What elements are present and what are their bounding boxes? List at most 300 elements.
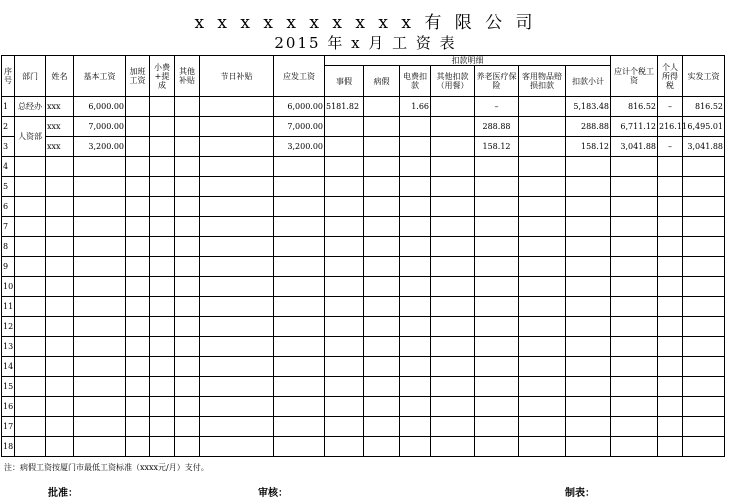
cell-other-allow [175,257,200,277]
cell-goods [519,417,566,437]
cell-goods [519,397,566,417]
cell-base [74,397,126,417]
cell-tips [150,97,175,117]
cell-seq: 17 [2,417,15,437]
cell-leave [325,437,364,457]
cell-taxable [611,437,658,457]
cell-dept [15,157,46,177]
header-deduct-group: 扣款明细 [325,56,611,66]
cell-name [46,337,74,357]
cell-leave [325,137,364,157]
cell-dept [15,337,46,357]
cell-tips [150,277,175,297]
cell-deduct-subtotal: 5,183.48 [566,97,611,117]
cell-sick [364,137,400,157]
cell-electric [400,257,431,277]
cell-dept: 总经办 [15,97,46,117]
cell-tax [658,177,683,197]
cell-sick [364,237,400,257]
cell-base [74,197,126,217]
cell-sick [364,377,400,397]
header-base: 基本工资 [74,56,126,97]
cell-tips [150,297,175,317]
cell-tips [150,237,175,257]
cell-tax [658,297,683,317]
cell-overtime [126,377,150,397]
cell-taxable [611,157,658,177]
cell-seq: 14 [2,357,15,377]
cell-leave [325,417,364,437]
cell-tax: – [658,97,683,117]
cell-dept [15,257,46,277]
cell-base [74,377,126,397]
cell-gross: 6,000.00 [274,97,325,117]
cell-other-deduct [431,417,475,437]
cell-deduct-subtotal [566,197,611,217]
cell-net: 3,041.88 [683,137,725,157]
cell-tips [150,157,175,177]
sheet-title: 2015 年 x 月 工 资 表 [274,34,457,52]
cell-other-deduct [431,117,475,137]
cell-goods [519,97,566,117]
cell-taxable [611,297,658,317]
cell-other-deduct [431,357,475,377]
header-overtime: 加班工资 [126,56,150,97]
cell-sick [364,417,400,437]
table-row [2,137,725,157]
cell-name [46,197,74,217]
cell-holiday [200,97,274,117]
cell-deduct-subtotal [566,337,611,357]
cell-pension [475,357,519,377]
cell-net [683,357,725,377]
cell-net [683,317,725,337]
cell-overtime [126,97,150,117]
cell-overtime [126,177,150,197]
cell-deduct-subtotal [566,177,611,197]
cell-pension: 158.12 [475,137,519,157]
cell-name: xxx [46,117,74,137]
cell-gross [274,197,325,217]
cell-other-allow [175,157,200,177]
cell-tax [658,197,683,217]
cell-overtime [126,357,150,377]
cell-gross [274,177,325,197]
cell-leave [325,197,364,217]
cell-holiday [200,157,274,177]
cell-electric [400,417,431,437]
cell-net: 816.52 [683,97,725,117]
cell-gross [274,397,325,417]
cell-other-deduct [431,237,475,257]
cell-electric [400,237,431,257]
cell-leave [325,177,364,197]
cell-base [74,217,126,237]
cell-overtime [126,277,150,297]
cell-name [46,417,74,437]
cell-overtime [126,437,150,457]
header-net: 实发工资 [683,56,725,97]
cell-deduct-subtotal [566,237,611,257]
cell-seq: 8 [2,237,15,257]
cell-deduct-subtotal [566,297,611,317]
cell-leave [325,297,364,317]
cell-other-deduct [431,437,475,457]
cell-base [74,277,126,297]
cell-tax: 216.11 [658,117,683,137]
cell-name [46,297,74,317]
cell-other-allow [175,217,200,237]
cell-deduct-subtotal [566,377,611,397]
table-row [2,397,725,417]
cell-holiday [200,357,274,377]
cell-gross [274,157,325,177]
cell-goods [519,137,566,157]
cell-overtime [126,217,150,237]
cell-taxable [611,357,658,377]
cell-base [74,417,126,437]
table-row [2,197,725,217]
cell-leave [325,257,364,277]
cell-electric [400,297,431,317]
cell-seq: 2 [2,117,15,137]
cell-taxable [611,237,658,257]
table-row [2,97,725,117]
header-deduct-subtotal: 扣款小计 [566,66,611,97]
table-row [2,157,725,177]
cell-other-deduct [431,217,475,237]
cell-name [46,317,74,337]
cell-deduct-subtotal: 288.88 [566,117,611,137]
review-label: 审核： [258,488,288,499]
cell-sick [364,277,400,297]
cell-other-allow [175,417,200,437]
cell-tax [658,357,683,377]
cell-tips [150,137,175,157]
cell-overtime [126,157,150,177]
cell-overtime [126,317,150,337]
cell-seq: 16 [2,397,15,417]
cell-name [46,177,74,197]
header-tax: 个人所得税 [658,56,683,97]
cell-goods [519,277,566,297]
cell-pension [475,337,519,357]
cell-goods [519,257,566,277]
cell-other-deduct [431,177,475,197]
cell-dept [15,417,46,437]
cell-holiday [200,257,274,277]
cell-leave [325,277,364,297]
cell-taxable [611,257,658,277]
header-gross: 应发工资 [274,56,325,97]
cell-name [46,397,74,417]
cell-net [683,397,725,417]
cell-dept [15,357,46,377]
cell-electric [400,337,431,357]
cell-goods [519,377,566,397]
cell-holiday [200,317,274,337]
cell-taxable [611,377,658,397]
cell-tips [150,397,175,417]
cell-sick [364,317,400,337]
table-row [2,437,725,457]
cell-dept [15,377,46,397]
cell-electric [400,377,431,397]
table-row [2,357,725,377]
cell-other-allow [175,297,200,317]
cell-taxable: 6,711.12 [611,117,658,137]
cell-gross [274,417,325,437]
cell-deduct-subtotal [566,317,611,337]
cell-pension [475,297,519,317]
cell-other-deduct [431,257,475,277]
cell-name [46,357,74,377]
cell-base [74,357,126,377]
cell-gross [274,377,325,397]
cell-tax [658,157,683,177]
cell-name [46,377,74,397]
cell-overtime [126,257,150,277]
cell-tax [658,257,683,277]
table-row [2,177,725,197]
cell-net [683,277,725,297]
cell-overtime [126,297,150,317]
cell-seq: 10 [2,277,15,297]
cell-overtime [126,397,150,417]
table-row [2,117,725,137]
cell-name: xxx [46,97,74,117]
cell-seq: 1 [2,97,15,117]
cell-tax [658,417,683,437]
cell-electric [400,197,431,217]
cell-overtime [126,417,150,437]
cell-pension [475,377,519,397]
cell-deduct-subtotal [566,277,611,297]
cell-other-allow [175,97,200,117]
cell-name [46,257,74,277]
cell-net [683,217,725,237]
company-title: x x x x x x x x x x 有 限 公 司 [194,13,537,33]
cell-electric: 1.66 [400,97,431,117]
cell-other-allow [175,137,200,157]
cell-other-allow [175,437,200,457]
cell-seq: 15 [2,377,15,397]
cell-sick [364,297,400,317]
cell-electric [400,317,431,337]
table-row [2,377,725,397]
cell-electric [400,357,431,377]
cell-gross [274,337,325,357]
header-other-allow: 其他补贴 [175,56,200,97]
cell-base [74,317,126,337]
cell-net [683,337,725,357]
cell-sick [364,117,400,137]
cell-base: 3,200.00 [74,137,126,157]
cell-goods [519,337,566,357]
cell-name [46,437,74,457]
cell-holiday [200,197,274,217]
cell-dept [15,317,46,337]
cell-holiday [200,237,274,257]
cell-deduct-subtotal [566,437,611,457]
cell-net [683,257,725,277]
cell-seq: 18 [2,437,15,457]
cell-sick [364,437,400,457]
cell-holiday [200,177,274,197]
cell-deduct-subtotal [566,257,611,277]
cell-sick [364,97,400,117]
cell-dept [15,217,46,237]
cell-pension: – [475,97,519,117]
cell-other-deduct [431,337,475,357]
cell-tax [658,317,683,337]
cell-base [74,257,126,277]
cell-deduct-subtotal [566,397,611,417]
cell-gross [274,357,325,377]
cell-leave [325,217,364,237]
cell-taxable [611,337,658,357]
cell-taxable [611,417,658,437]
cell-goods [519,197,566,217]
cell-dept [15,177,46,197]
cell-sick [364,397,400,417]
cell-tax [658,337,683,357]
cell-leave [325,317,364,337]
cell-goods [519,297,566,317]
cell-tips [150,437,175,457]
cell-goods [519,157,566,177]
cell-holiday [200,277,274,297]
cell-overtime [126,197,150,217]
cell-pension [475,277,519,297]
cell-gross [274,257,325,277]
cell-seq: 9 [2,257,15,277]
table-row [2,217,725,237]
cell-overtime [126,337,150,357]
cell-tips [150,357,175,377]
header-pension: 养老医疗保险 [475,66,519,97]
cell-tips [150,197,175,217]
cell-electric [400,137,431,157]
cell-seq: 12 [2,317,15,337]
header-tips: 小费+提成 [150,56,175,97]
footnote: 注：病假工资按厦门市最低工资标准（xxxx元/月）支付。 [4,463,209,472]
cell-deduct-subtotal [566,157,611,177]
cell-sick [364,157,400,177]
cell-holiday [200,337,274,357]
cell-leave [325,377,364,397]
cell-other-allow [175,117,200,137]
cell-dept [15,297,46,317]
cell-overtime [126,117,150,137]
approve-label: 批准： [48,488,78,499]
cell-overtime [126,137,150,157]
cell-deduct-subtotal: 158.12 [566,137,611,157]
cell-other-deduct [431,137,475,157]
cell-goods [519,237,566,257]
cell-base [74,437,126,457]
cell-base: 7,000.00 [74,117,126,137]
cell-base [74,297,126,317]
cell-tips [150,117,175,137]
cell-electric [400,397,431,417]
cell-holiday [200,397,274,417]
cell-other-allow [175,317,200,337]
cell-taxable [611,277,658,297]
cell-goods [519,217,566,237]
cell-other-allow [175,237,200,257]
cell-electric [400,277,431,297]
header-seq: 序号 [2,56,15,97]
cell-deduct-subtotal [566,217,611,237]
cell-dept [15,237,46,257]
cell-electric [400,437,431,457]
cell-leave [325,157,364,177]
cell-tips [150,217,175,237]
cell-base: 6,000.00 [74,97,126,117]
cell-other-allow [175,197,200,217]
header-taxable: 应计个税工资 [611,56,658,97]
cell-name [46,237,74,257]
cell-leave: 5181.82 [325,97,364,117]
cell-deduct-subtotal [566,357,611,377]
cell-gross [274,437,325,457]
cell-other-allow [175,337,200,357]
cell-name [46,217,74,237]
cell-gross [274,277,325,297]
cell-pension: 288.88 [475,117,519,137]
cell-other-deduct [431,317,475,337]
cell-gross [274,237,325,257]
cell-other-allow [175,377,200,397]
cell-holiday [200,137,274,157]
cell-pension [475,157,519,177]
cell-other-deduct [431,157,475,177]
cell-taxable [611,177,658,197]
cell-name [46,157,74,177]
cell-tax: – [658,137,683,157]
cell-gross: 3,200.00 [274,137,325,157]
cell-deduct-subtotal [566,417,611,437]
cell-gross [274,217,325,237]
cell-tax [658,217,683,237]
cell-taxable: 3,041.88 [611,137,658,157]
cell-gross: 7,000.00 [274,117,325,137]
cell-overtime [126,237,150,257]
cell-base [74,237,126,257]
cell-electric [400,157,431,177]
cell-holiday [200,437,274,457]
table-row [2,417,725,437]
cell-dept [15,197,46,217]
cell-other-deduct [431,277,475,297]
cell-holiday [200,117,274,137]
cell-net [683,197,725,217]
cell-taxable [611,397,658,417]
cell-net [683,157,725,177]
cell-tax [658,397,683,417]
cell-net: 6,495.01 [683,117,725,137]
cell-pension [475,437,519,457]
cell-other-deduct [431,377,475,397]
cell-base [74,337,126,357]
cell-leave [325,237,364,257]
cell-pension [475,397,519,417]
cell-sick [364,177,400,197]
header-dept: 部门 [15,56,46,97]
cell-pension [475,257,519,277]
header-electric: 电费扣款 [400,66,431,97]
